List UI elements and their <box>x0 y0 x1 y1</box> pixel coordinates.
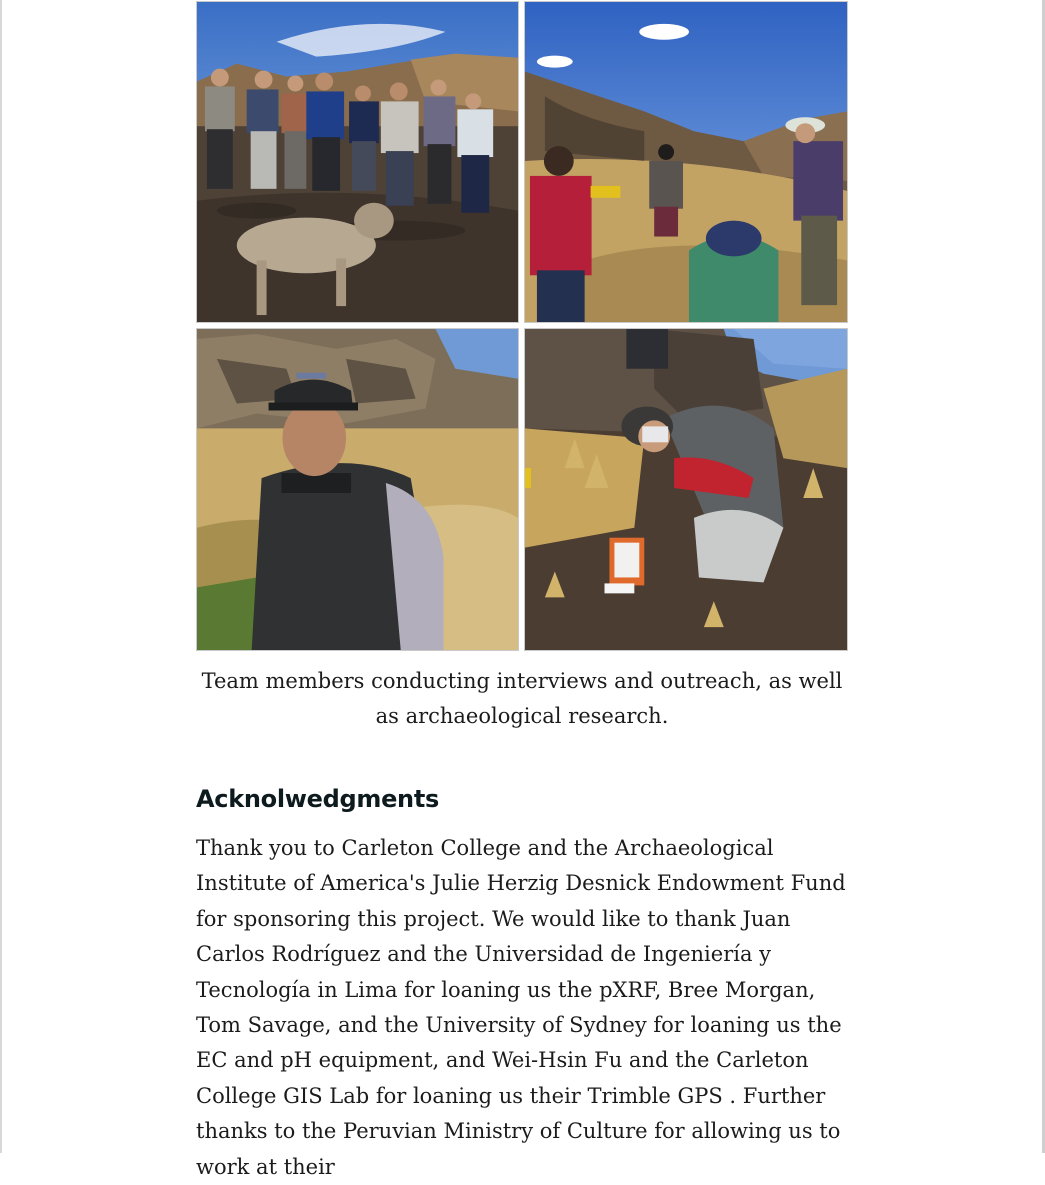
gallery-photo-group[interactable] <box>196 1 519 323</box>
gallery-photo-survey[interactable] <box>524 1 848 323</box>
gallery-photo-pxrf[interactable] <box>524 328 848 651</box>
group-photo-image <box>197 2 518 322</box>
gallery-photo-portrait[interactable] <box>196 328 519 651</box>
survey-photo-image <box>525 2 847 322</box>
section-heading: Acknolwedgments <box>196 785 440 813</box>
portrait-photo-image <box>197 329 518 650</box>
acknowledgments-paragraph: Thank you to Carleton College and the Archaeological Institute of America's Julie Herzig Desnick Endowment Fund for sponsoring this project. We would like to thank Juan Carlos Rodríguez and the Universidad de Ingeniería y Tecnología in Lima for loaning us the pXRF, Bree Morgan, Tom Savage, and the University of Sydney for loaning us the EC and pH equipment, and Wei-Hsin Fu and the Carleton College GIS Lab for loaning us their Trimble GPS . Further thanks to the Peruvian Ministry of Culture for allowing us to work at their <box>196 836 846 1179</box>
pxrf-photo-image <box>525 329 847 650</box>
gallery-caption: Team members conducting interviews and outreach, as well as archaeological research. <box>201 669 843 728</box>
page-left-edge <box>0 0 2 1153</box>
